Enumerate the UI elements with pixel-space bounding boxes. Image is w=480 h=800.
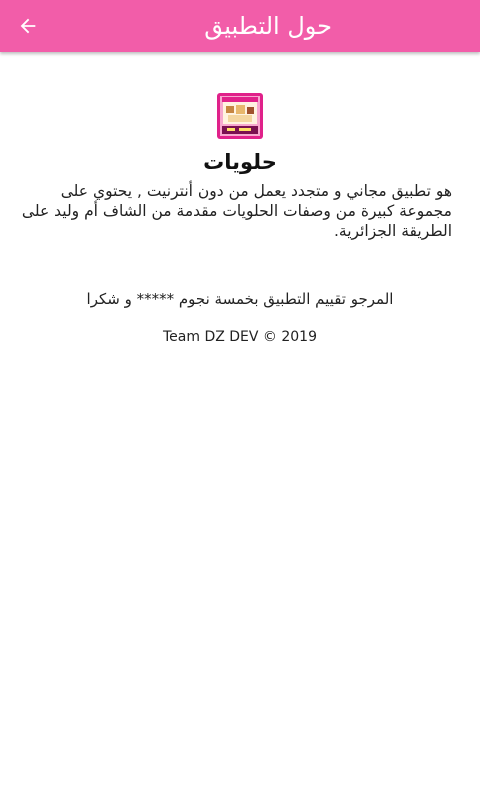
- app-name: حلويات: [203, 150, 277, 174]
- rating-request: المرجو تقييم التطبيق بخمسة نجوم ***** و شكرا: [86, 290, 394, 308]
- page-title: حول التطبيق: [204, 12, 332, 40]
- about-content: [0, 52, 480, 800]
- back-button[interactable]: [8, 6, 48, 46]
- arrow-left-icon: [17, 15, 39, 37]
- app-bar: [0, 0, 480, 52]
- copyright-text: Team DZ DEV © 2019: [162, 329, 317, 345]
- app-logo-icon: [217, 93, 263, 139]
- app-description: هو تطبيق مجاني و متجدد يعمل من دون أنترنيت , يحتوي على مجموعة كبيرة من وصفات الحلويات مقدمة من الشاف أم وليد على الطريقة الجزائرية.: [21, 182, 452, 240]
